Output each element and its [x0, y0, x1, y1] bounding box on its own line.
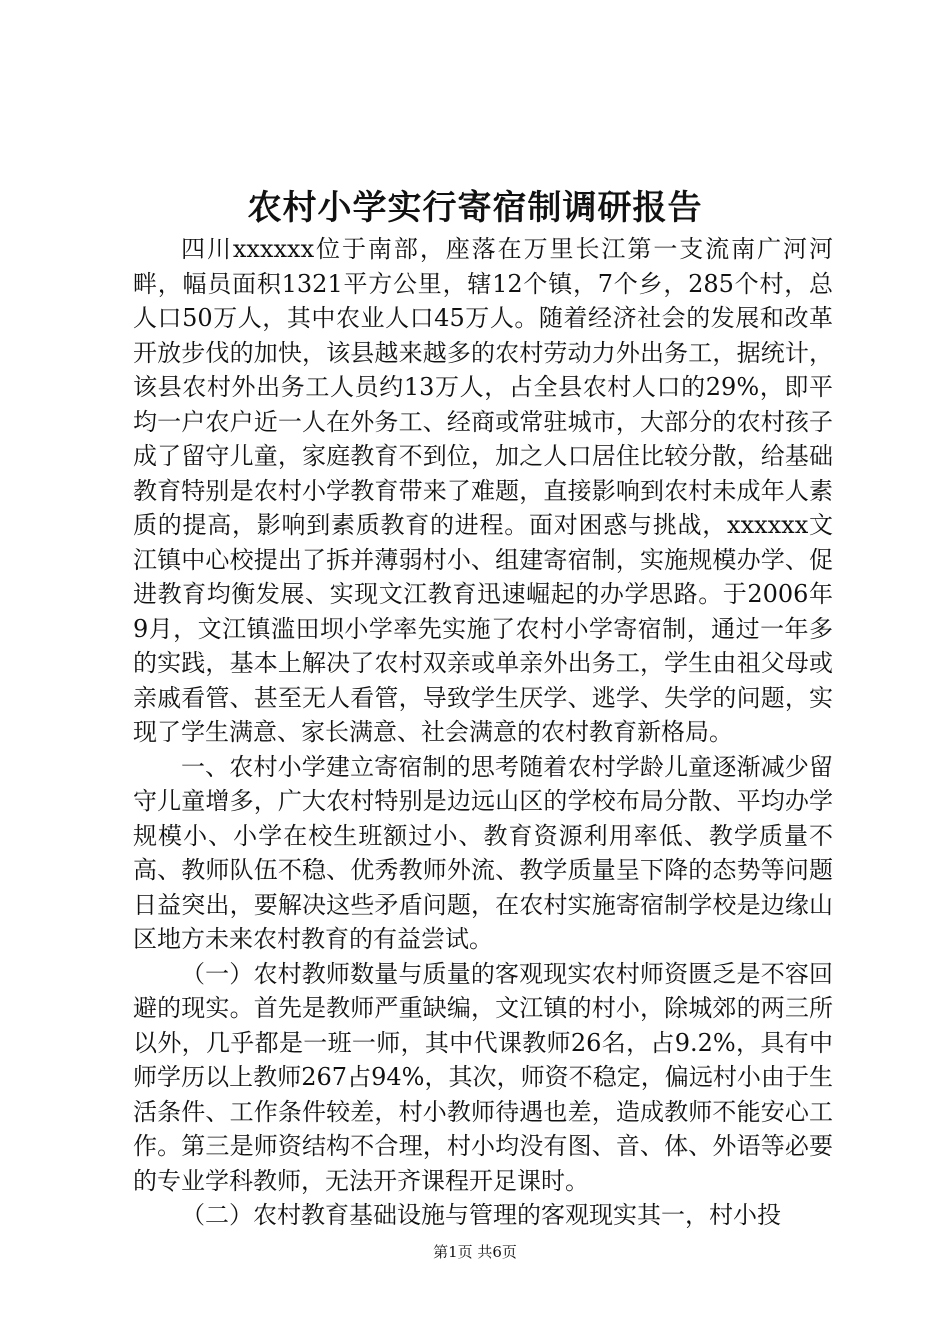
document-title: 农村小学实行寄宿制调研报告 — [247, 188, 703, 228]
paragraph-intro: 四川xxxxxx位于南部，座落在万里长江第一支流南广河河畔，幅员面积1321平方公里，辖12个镇，7个乡，285个村，总人口50万人，其中农业人口45万人。随着经济社会的发展和改革开放步伐的加快，该县越来越多的农村劳动力外出务工，据统计，该县农村外出务工人员约13万人，占全县农村人口的29%，即平均一户农户近一人在外务工、经商或常驻城市，大部分的农村孩子成了留守儿童，家庭教育不到位，加之人口居住比较分散，给基础教育特别是农村小学教育带来了难题，直接影响到农村未成年人素质的提高，影响到素质教育的进程。面对困惑与挑战，xxxxxx文江镇中心校提出了拆并薄弱村小、组建寄宿制，实施规模办学、促进教育均衡发展、实现文江教育迅速崛起的办学思路。于2006年9月，文江镇滥田坝小学率先实施了农村小学寄宿制，通过一年多的实践，基本上解决了农村双亲或单亲外出务工，学生由祖父母或亲戚看管、甚至无人看管，导致学生厌学、逃学、失学的问题，实现了学生满意、家长满意、社会满意的农村教育新格局。 — [133, 235, 833, 746]
paragraph-subsection-1: （一）农村教师数量与质量的客观现实农村师资匮乏是不容回避的现实。首先是教师严重缺编，文江镇的村小，除城郊的两三所以外，几乎都是一班一师，其中代课教师26名，占9.2%，具有中师学历以上教师267占94%，其次，师资不稳定，偏远村小由于生活条件、工作条件较差，村小教师待遇也差，造成教师不能安心工作。第三是师资结构不合理，村小均没有图、音、体、外语等必要的专业学科教师，无法开齐课程开足课时。 — [133, 959, 833, 1195]
document-body — [133, 232, 833, 1233]
paragraph-subsection-2: （二）农村教育基础设施与管理的客观现实其一，村小投 — [181, 1201, 781, 1229]
page-indicator: 第1页 共6页 — [433, 1243, 517, 1261]
paragraph-section-1: 一、农村小学建立寄宿制的思考随着农村学龄儿童逐渐减少留守儿童增多，广大农村特别是边远山区的学校布局分散、平均办学规模小、小学在校生班额过小、教育资源利用率低、教学质量不高、教师队伍不稳、优秀教师外流、教学质量呈下降的态势等问题日益突出，要解决这些矛盾问题，在农村实施寄宿制学校是边缘山区地方未来农村教育的有益尝试。 — [133, 752, 833, 953]
